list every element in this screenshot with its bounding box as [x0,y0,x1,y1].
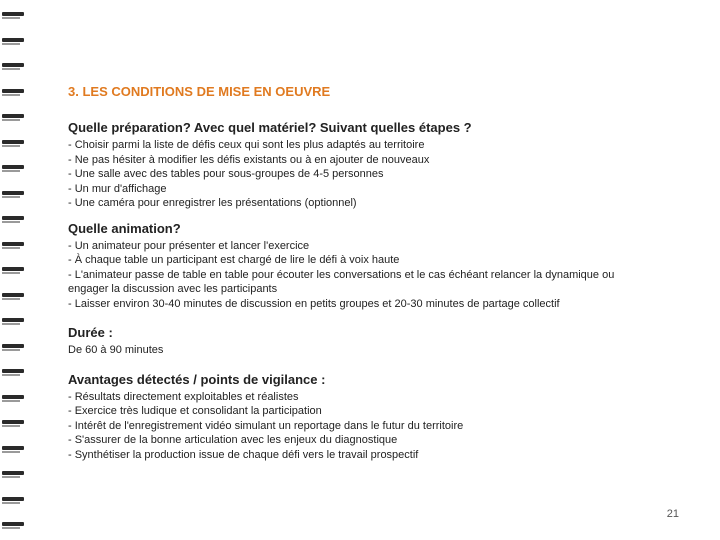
binding-coil [2,497,24,501]
binding-coil [2,318,24,322]
section-duration [68,325,688,358]
binding-coil [2,165,24,169]
binding-coil [2,242,24,246]
section-advantages [68,372,688,463]
binding-coil [2,216,24,220]
binding-coil [2,395,24,399]
list-item: - Un mur d'affichage [68,182,167,195]
spiral-binding [0,0,30,540]
binding-coil [2,446,24,450]
list-item: - Une caméra pour enregistrer les présentations (optionnel) [68,197,357,209]
page-number: 21 [666,508,679,520]
section-animation [68,221,688,312]
binding-coil [2,293,24,297]
binding-coil [2,344,24,348]
section-title: Avantages détectés / points de vigilance : [68,371,326,387]
binding-coil [2,522,24,526]
list-item: - Choisir parmi la liste de défis ceux qui sont les plus adaptés au territoire [68,139,425,151]
list-item: - Un animateur pour présenter et lancer l'exercice [68,239,310,252]
list-item: - Résultats directement exploitables et réalistes [68,390,299,403]
list-item: - Ne pas hésiter à modifier les défis existants ou à en ajouter de nouveaux [68,153,430,166]
list-item: - À chaque table un participant est chargé de lire le défi à voix haute [68,254,400,266]
binding-coil [2,140,24,144]
binding-coil [2,420,24,424]
binding-coil [2,471,24,475]
list-item: - Intérêt de l'enregistrement vidéo simulant un reportage dans le futur du territoire [68,419,464,432]
binding-coil [2,12,24,16]
binding-coil [2,38,24,42]
section-title: Quelle préparation? Avec quel matériel? Suivant quelles étapes ? [68,120,472,135]
list-item: - L'animateur passe de table en table pour écouter les conversations et le cas échéant relancer la dynamique ou engager la discussion avec les participants [68,268,615,295]
binding-coil [2,191,24,195]
list-item: - Synthétiser la production issue de chaque défi vers le travail prospectif [68,448,419,461]
section-title: Quelle animation? [68,220,181,236]
list-item: - Exercice très ludique et consolidant la participation [68,405,322,417]
slide-content [68,84,688,462]
list-item: - Une salle avec des tables pour sous-groupes de 4-5 personnes [68,168,384,180]
list-item: - Laisser environ 30-40 minutes de discussion en petits groupes et 20-30 minutes de partage collectif [68,297,560,310]
binding-coil [2,267,24,271]
page-title: 3. LES CONDITIONS DE MISE EN OEUVRE [68,84,331,99]
binding-coil [2,114,24,118]
list-item: De 60 à 90 minutes [68,344,164,356]
binding-coil [2,89,24,93]
list-item: - S'assurer de la bonne articulation avec les enjeux du diagnostique [68,434,398,446]
section-title: Durée : [68,325,113,340]
binding-coil [2,63,24,67]
binding-coil [2,369,24,373]
section-preparation [68,120,688,211]
